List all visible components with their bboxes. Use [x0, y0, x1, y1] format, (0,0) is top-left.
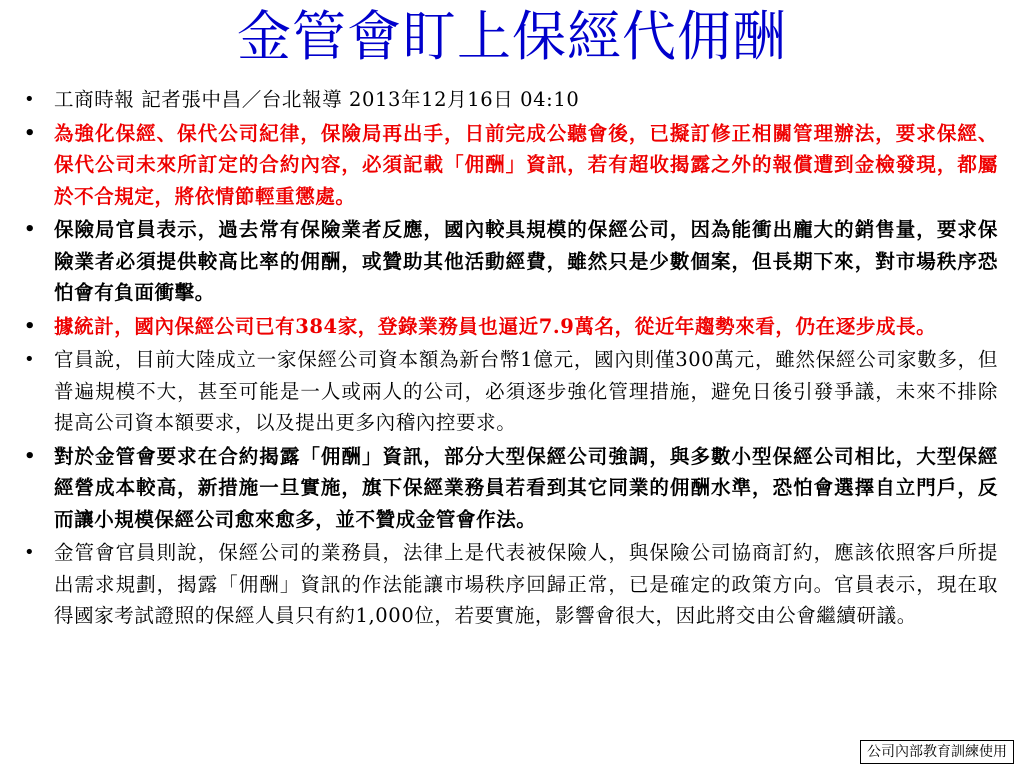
bullet-capital-comparison: [20, 344, 998, 439]
bullet-text: 對於金管會要求在合約揭露「佣酬」資訊，部分大型保經公司強調，與多數小型保經公司相比，大型保經經營成本較高，新措施一旦實施，旗下保經業務員若看到其它同業的佣酬水準，恐怕會選擇自立門戶，反而讓小規模保經公司愈來愈多，並不贊成金管會作法。: [54, 444, 998, 531]
bullet-dot-icon: •: [24, 89, 36, 110]
bullet-dot-icon: •: [24, 349, 36, 370]
bullet-industry-response: [20, 441, 998, 536]
bullet-text: 保險局官員表示，過去常有保險業者反應，國內較具規模的保經公司，因為能衝出龐大的銷售量，要求保險業者必須提供較高比率的佣酬，或贊助其他活動經費，雖然只是少數個案，但長期下來，對市場秩序恐怕會有負面衝擊。: [54, 218, 998, 304]
bullet-text: 官員說，目前大陸成立一家保經公司資本額為新台幣1億元，國內則僅300萬元，雖然保經公司家數多，但普遍規模不大，甚至可能是一人或兩人的公司，必須逐步強化管理措施，避免日後引發爭議，未來不排除提高公司資本額要求，以及提出更多內稽內控要求。: [54, 348, 998, 434]
bullet-text: 為強化保經、保代公司紀律，保險局再出手，日前完成公聽會後，已擬訂修正相關管理辦法，要求保經、保代公司未來所訂定的合約內容，必須記載「佣酬」資訊，若有超收揭露之外的報償遭到金檢發現，都屬於不合規定，將依情節輕重懲處。: [54, 121, 998, 208]
bullet-official-statement: [20, 214, 998, 309]
bullet-source: [20, 84, 998, 116]
slide-title: 金管會盯上保經代佣酬: [237, 5, 787, 68]
bullet-text: 工商時報 記者張中昌／台北報導 2013年12月16日 04:10: [54, 88, 580, 111]
bullet-dot-icon: •: [24, 219, 37, 240]
bullet-highlight-statistics: [20, 311, 998, 343]
internal-use-badge: 公司內部教育訓練使用: [860, 740, 1014, 764]
bullet-dot-icon: •: [24, 542, 36, 563]
bullet-text: 據統計，國內保經公司已有384家，登錄業務員也逼近7.9萬名，從近年趨勢來看，仍在逐步成長。: [54, 314, 937, 338]
bullet-regulator-reply: [20, 537, 998, 632]
bullet-dot-icon: •: [24, 445, 37, 467]
bullet-dot-icon: •: [24, 122, 37, 144]
bullet-highlight-policy: [20, 118, 998, 213]
bullet-text: 金管會官員則說，保經公司的業務員，法律上是代表被保險人，與保險公司協商訂約，應該依照客戶所提出需求規劃，揭露「佣酬」資訊的作法能讓市場秩序回歸正常，已是確定的政策方向。官員表示，現在取得國家考試證照的保經人員只有約1,000位，若要實施，影響會很大，因此將交由公會繼續研議。: [54, 541, 998, 627]
bullet-list: [20, 84, 998, 634]
bullet-dot-icon: •: [24, 315, 37, 337]
